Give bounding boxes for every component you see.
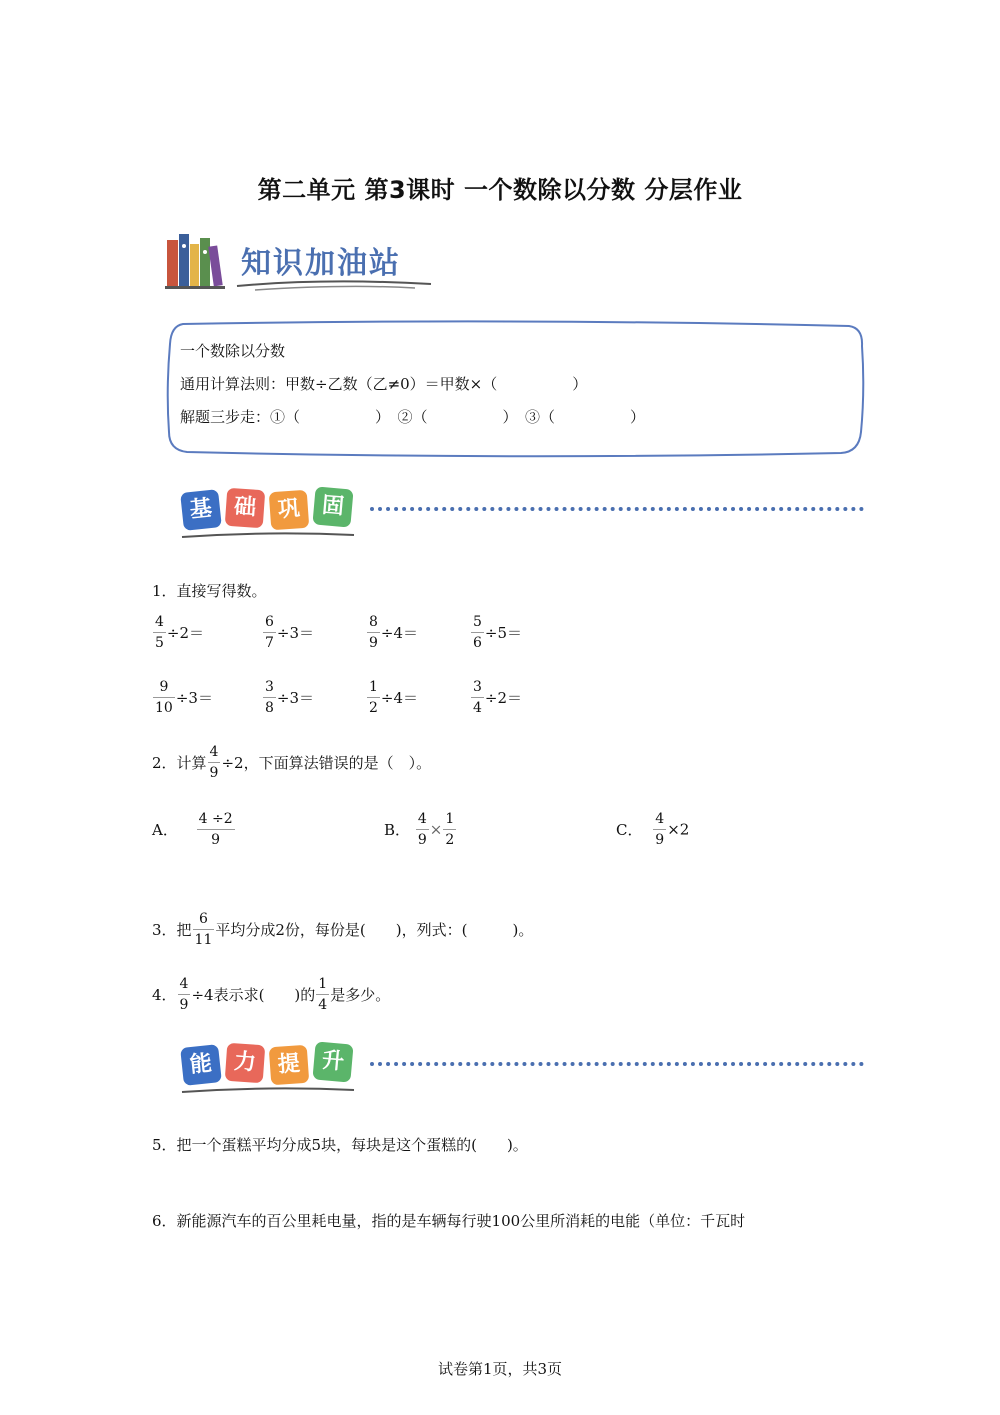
basic-banner (178, 485, 868, 541)
advanced-dotted-line (370, 1062, 864, 1066)
tile-8: 升 (312, 1041, 353, 1082)
q1-item-1: $\frac{4}{5}$ ÷2＝ (155, 614, 205, 651)
knowledge-line-1: 一个数除以分数 (180, 342, 286, 360)
knowledge-line-3: 解题三步走：①（ ） ②（ ） ③（ ） (180, 408, 646, 426)
underline-swoosh (235, 276, 435, 292)
page-footer: 试卷第1页，共3页 (437, 1360, 563, 1378)
q5-stem: 5．把一个蛋糕平均分成5块，每块是这个蛋糕的( )。 (152, 1136, 528, 1154)
q2-option-a[interactable]: A． $\frac{4 \div 2}{9}$ (152, 811, 233, 848)
q2-stem: 2．计算 $\frac{4}{9}$ ÷2，下面算法错误的是（ ）。 (152, 744, 432, 781)
basic-underline (178, 529, 358, 541)
knowledge-banner (165, 232, 435, 294)
tile-3: 巩 (269, 490, 310, 531)
q6-stem: 6．新能源汽车的百公里耗电量，指的是车辆每行驶100公里所消耗的电能（单位：千瓦时 (152, 1212, 746, 1230)
q1-item-2: $\frac{6}{7}$ ÷3＝ (265, 614, 315, 651)
tile-4: 固 (312, 486, 353, 527)
advanced-underline (178, 1084, 358, 1096)
tile-2: 础 (225, 488, 266, 529)
q1-item-7: $\frac{1}{2}$ ÷4＝ (369, 679, 419, 716)
tile-6: 力 (225, 1043, 266, 1084)
q1-item-3: $\frac{8}{9}$ ÷4＝ (369, 614, 419, 651)
q4-stem: 4． $\frac{4}{9}$ ÷4表示求( )的 $\frac{1}{4}$ 是多少。 (152, 976, 391, 1013)
basic-dotted-line (370, 507, 864, 511)
tile-5: 能 (180, 1044, 222, 1086)
tile-7: 提 (269, 1045, 310, 1086)
q2-option-c[interactable]: C． $\frac{4}{9}$ ×2 (616, 811, 690, 848)
tile-1: 基 (180, 489, 222, 531)
advanced-banner (178, 1040, 868, 1096)
knowledge-line-2: 通用计算法则：甲数÷乙数（乙≠0）＝甲数×（ ） (180, 375, 588, 393)
q1-item-5: $\frac{9}{10}$ ÷3＝ (155, 679, 213, 716)
bookshelf-icon (165, 232, 229, 290)
q1-item-6: $\frac{3}{8}$ ÷3＝ (265, 679, 315, 716)
page-title: 第二单元 第3课时 一个数除以分数 分层作业 (257, 176, 743, 204)
q2-option-b[interactable]: B． $\frac{4}{9}$ × $\frac{1}{2}$ (384, 811, 455, 848)
knowledge-banner-text: 知识加油站 (241, 246, 401, 281)
q1-item-8: $\frac{3}{4}$ ÷2＝ (473, 679, 523, 716)
q3-stem: 3．把 $\frac{6}{11}$ 平均分成2份，每份是( )，列式：( )。 (152, 911, 534, 948)
q1-item-4: $\frac{5}{6}$ ÷5＝ (473, 614, 523, 651)
q1-label: 1．直接写得数。 (152, 582, 267, 600)
